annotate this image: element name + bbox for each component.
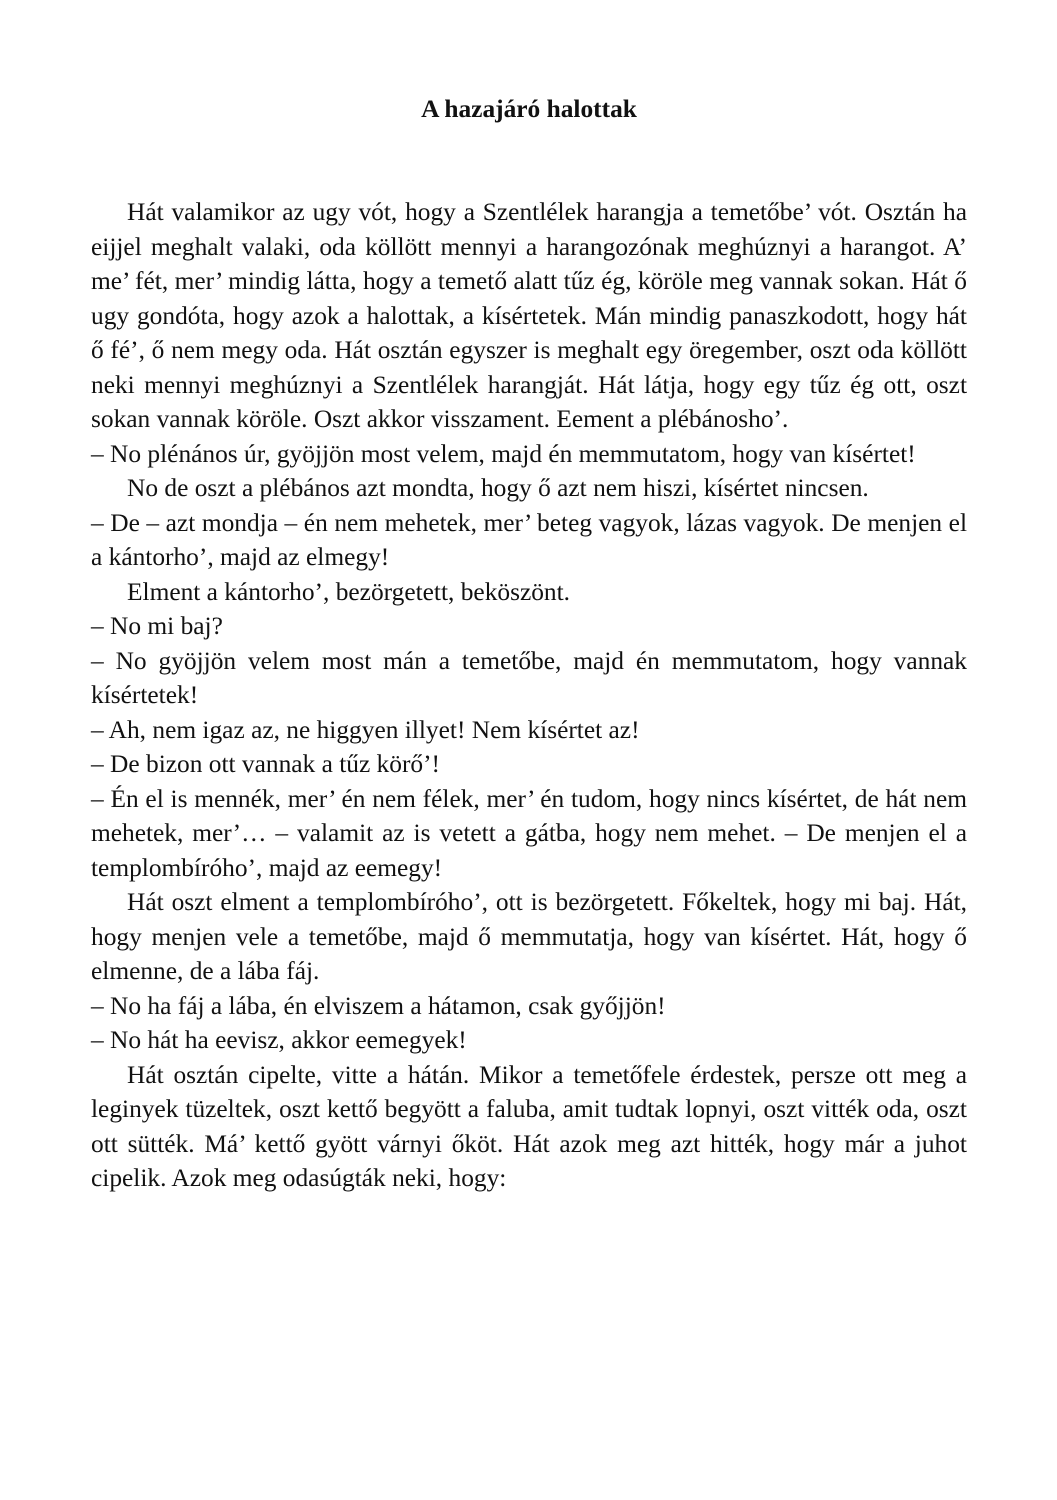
- dialogue-line: – Ah, nem igaz az, ne higgyen illyet! Nem kísértet az!: [91, 715, 640, 744]
- paragraph: No de oszt a plébános azt mondta, hogy ő azt nem hiszi, kísértet nincsen.: [127, 474, 869, 502]
- paragraph: Hát osztán cipelte, vitte a hátán. Mikor a temetőfele érdestek, persze ott meg a leginyek tüzeltek, oszt kettő begyött a faluba, amit tudtak lopnyi, oszt vitték oda, oszt ott sütték. Má’ kettő gyött várnyi őköt. Hát azok meg azt hitték, hogy már a juhot cipelik. Azok meg odasúgták neki, hogy:: [91, 1060, 967, 1192]
- paragraph: Hát oszt elment a templombíróho’, ott is bezörgetett. Főkeltek, hogy mi baj. Hát, hogy menjen vele a temetőbe, majd ő memmutatja, hogy van kísértet. Hát, hogy ő elmenne, de a lába fáj.: [91, 888, 967, 985]
- dialogue-line: – No mi baj?: [91, 612, 223, 640]
- dialogue-line: – De – azt mondja – én nem mehetek, mer’ beteg vagyok, lázas vagyok. De menjen el a kántorho’, majd az elmegy!: [91, 508, 967, 571]
- paragraph: Hát valamikor az ugy vót, hogy a Szentlélek harangja a temetőbe’ vót. Osztán ha eijjel meghalt valaki, oda köllött mennyi a harangozónak meghúznyi a harangot. A’ me’ fét, mer’ mindig látta, hogy a temető alatt tűz ég, köröle meg vannak sokan. Hát ő ugy gondóta, hogy azok a halottak, a kísértetek. Mán mindig panaszkodott, hogy hát ő fé’, ő nem megy oda. Hát osztán egyszer is meghalt egy öregember, oszt oda köllött neki mennyi meghúznyi a Szentlélek harangját. Hát látja, hogy egy tűz ég ott, oszt sokan vannak köröle. Oszt akkor visszament. Eement a plébánosho’.: [91, 198, 967, 433]
- dialogue-line: – No hát ha eevisz, akkor eemegyek!: [91, 1026, 467, 1054]
- dialogue-line: – Én el is mennék, mer’ én nem félek, mer’ én tudom, hogy nincs kísértet, de hát nem mehetek, mer’… – valamit az is vetett a gátba, hogy nem mehet. – De menjen el a templombíróho’, majd az eemegy!: [91, 784, 967, 882]
- dialogue-line: – No plénános úr, gyöjjön most velem, majd én memmutatom, hogy van kísértet!: [91, 439, 916, 468]
- page-title: A hazajáró halottak: [421, 95, 637, 123]
- story-body: [91, 195, 967, 1196]
- dialogue-line: – No ha fáj a lába, én elviszem a hátamon, csak győjjön!: [91, 991, 666, 1020]
- paragraph: Elment a kántorho’, bezörgetett, beköszönt.: [127, 577, 571, 606]
- dialogue-line: – De bizon ott vannak a tűz körő’!: [91, 750, 441, 778]
- dialogue-line: – No gyöjjön velem most mán a temetőbe, majd én memmutatom, hogy vannak kísértetek!: [91, 646, 967, 709]
